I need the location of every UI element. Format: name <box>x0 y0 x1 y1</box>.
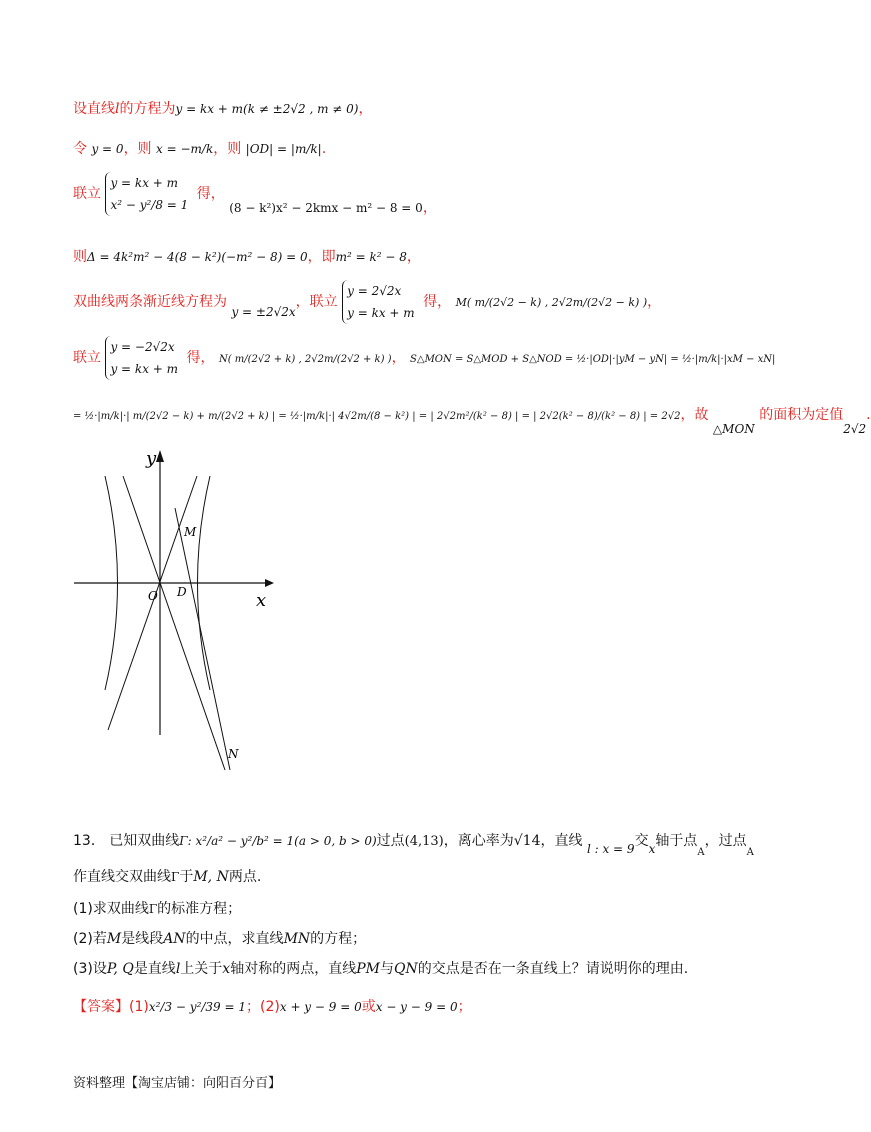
math: x <box>648 842 656 856</box>
text: ；(2) <box>246 999 280 1015</box>
text: 得， <box>196 186 225 202</box>
solution-line-5 <box>73 280 661 324</box>
text: 轴对称的两点，直线 <box>230 961 357 977</box>
text: 则 <box>73 249 87 265</box>
math: x + y − 9 = 0 <box>279 1000 362 1014</box>
math: x <box>222 961 231 977</box>
text: 作直线交双曲线 <box>73 869 171 885</box>
text: ，则 <box>213 141 242 157</box>
math: y = 0 <box>91 142 124 156</box>
text: ， <box>406 249 421 265</box>
equation: y = −2√2x <box>110 340 175 354</box>
math: Γ: x²/a² − y²/b² = 1(a > 0, b > 0) <box>179 834 377 848</box>
text: 交 <box>634 833 649 849</box>
text: 令 <box>73 141 87 157</box>
math: △MON <box>712 422 755 436</box>
math: y = ±2√2x <box>231 305 296 319</box>
solution-line-7 <box>73 404 871 436</box>
math: √14 <box>513 833 541 849</box>
text: 是线段 <box>121 931 164 947</box>
text: . <box>866 407 871 423</box>
text: (2)若 <box>73 931 107 947</box>
origin-label: O <box>148 589 158 603</box>
equation: y = kx + m <box>347 306 415 320</box>
math: AN <box>163 931 186 947</box>
math: l : x = 9 <box>586 842 635 856</box>
equation-system <box>342 280 419 324</box>
tangent-line <box>175 508 230 770</box>
text: 是直线 <box>133 961 176 977</box>
math: A <box>746 847 754 858</box>
text: 联立 <box>73 350 101 366</box>
text: 已知双曲线 <box>109 833 180 849</box>
equation: y = kx + m <box>110 176 179 190</box>
math: QN <box>393 961 418 977</box>
math: 2√2 <box>843 422 867 436</box>
text: (1)求双曲线 <box>73 901 149 917</box>
text: ； <box>457 999 472 1015</box>
math: l <box>175 961 181 977</box>
text: 双曲线两条渐近线方程为 <box>73 294 227 310</box>
math: PM <box>356 961 380 977</box>
text: 于 <box>179 869 194 885</box>
answer-line <box>73 996 472 1016</box>
math: y = kx + m(k ≠ ±2√2 , m ≠ 0) <box>175 102 359 116</box>
problem-question-2 <box>73 928 366 948</box>
text: 上关于 <box>180 961 223 977</box>
point-m-label: M <box>184 525 197 539</box>
equation: x² − y²/8 = 1 <box>110 198 189 212</box>
text: 两点. <box>228 869 262 885</box>
text: ，即 <box>307 249 336 265</box>
text: 的方程； <box>310 931 367 947</box>
answer-tag: 【答案】 <box>73 999 129 1015</box>
text: ， <box>391 350 406 366</box>
math: A <box>697 847 705 858</box>
text: ， <box>647 294 662 310</box>
text: ，则 <box>123 141 152 157</box>
x-axis-arrow <box>265 579 274 587</box>
text: (3)设 <box>73 961 107 977</box>
equation: y = kx + m <box>110 362 179 376</box>
math: x²/3 − y²/39 = 1 <box>148 1000 247 1014</box>
solution-line-2 <box>73 138 326 158</box>
equation: y = 2√2x <box>347 284 402 298</box>
text: 得， <box>186 350 215 366</box>
asymptote-2 <box>108 476 197 730</box>
math: S△MON = S△MOD + S△NOD = ½·|OD|·|yM − yN| = ½·|m/k|·|xM − xN| <box>410 354 776 365</box>
math: |OD| = |m/k| <box>245 142 322 156</box>
asymptote-1 <box>123 476 225 770</box>
text: 轴于点 <box>655 833 698 849</box>
problem-line-2 <box>73 866 261 886</box>
text: 的标准方程； <box>157 901 242 917</box>
text: 的交点是否在一条直线上？请说明你的理由. <box>417 961 689 977</box>
math: (4,13) <box>404 834 444 849</box>
solution-line-1 <box>73 98 372 118</box>
text: ，直线 <box>540 833 583 849</box>
math: (8 − k²)x² − 2kmx − m² − 8 = 0 <box>229 201 423 215</box>
var-l: l <box>115 101 120 117</box>
equation-system <box>105 336 182 380</box>
equation-system <box>105 172 192 216</box>
text: 的方程为 <box>119 101 176 117</box>
text: (1) <box>129 999 149 1015</box>
text: 的中点，求直线 <box>185 931 284 947</box>
text: 得， <box>423 294 452 310</box>
x-axis-label: x <box>256 590 267 611</box>
text: 的面积为定值 <box>759 407 844 423</box>
math: M <box>106 931 122 947</box>
text: ，故 <box>680 407 709 423</box>
problem-line-1 <box>73 830 754 858</box>
math: M( m/(2√2 − k) , 2√2m/(2√2 − k) ) <box>455 296 648 309</box>
math: P, Q <box>106 961 134 977</box>
solution-line-4 <box>73 246 421 266</box>
math: x − y − 9 = 0 <box>375 1000 458 1014</box>
text: 设直线 <box>73 101 115 117</box>
text: ，离心率为 <box>443 833 514 849</box>
math: M, N <box>193 869 229 885</box>
math: Γ <box>171 870 180 884</box>
math: = ½·|m/k|·| m/(2√2 − k) + m/(2√2 + k) | = ½·|m/k|·| 4√2m/(8 − k²) | = | 2√2m²/(k² − 8) | = | 2√2(k² − 8)/(k² − 8) | = 2√2 <box>73 411 681 422</box>
y-axis-arrow <box>156 450 164 462</box>
text: ，联立 <box>295 294 338 310</box>
y-axis-label: y <box>146 448 157 469</box>
text: 或 <box>361 999 376 1015</box>
text: ， <box>358 101 373 117</box>
problem-question-3 <box>73 958 688 978</box>
solution-line-6 <box>73 336 775 380</box>
math: x = −m/k <box>156 142 214 156</box>
hyperbola-figure <box>60 440 290 780</box>
text: 过点 <box>376 833 405 849</box>
math: MN <box>283 931 311 947</box>
footer-source: 资料整理【淘宝店铺：向阳百分百】 <box>73 1076 282 1091</box>
point-n-label: N <box>228 747 239 761</box>
problem-question-1 <box>73 898 241 918</box>
text: ，过点 <box>704 833 747 849</box>
text: ， <box>422 200 437 216</box>
math: Δ = 4k²m² − 4(8 − k²)(−m² − 8) = 0 <box>87 250 308 264</box>
point-d-label: D <box>177 585 187 599</box>
math: m² = k² − 8 <box>335 250 407 264</box>
math: N( m/(2√2 + k) , 2√2m/(2√2 + k) ) <box>218 354 392 365</box>
text: . <box>321 141 327 157</box>
solution-line-3 <box>73 172 437 216</box>
text: 与 <box>379 961 394 977</box>
text: 联立 <box>73 186 101 202</box>
problem-number: 13． <box>73 833 105 849</box>
math: Γ <box>148 902 158 916</box>
